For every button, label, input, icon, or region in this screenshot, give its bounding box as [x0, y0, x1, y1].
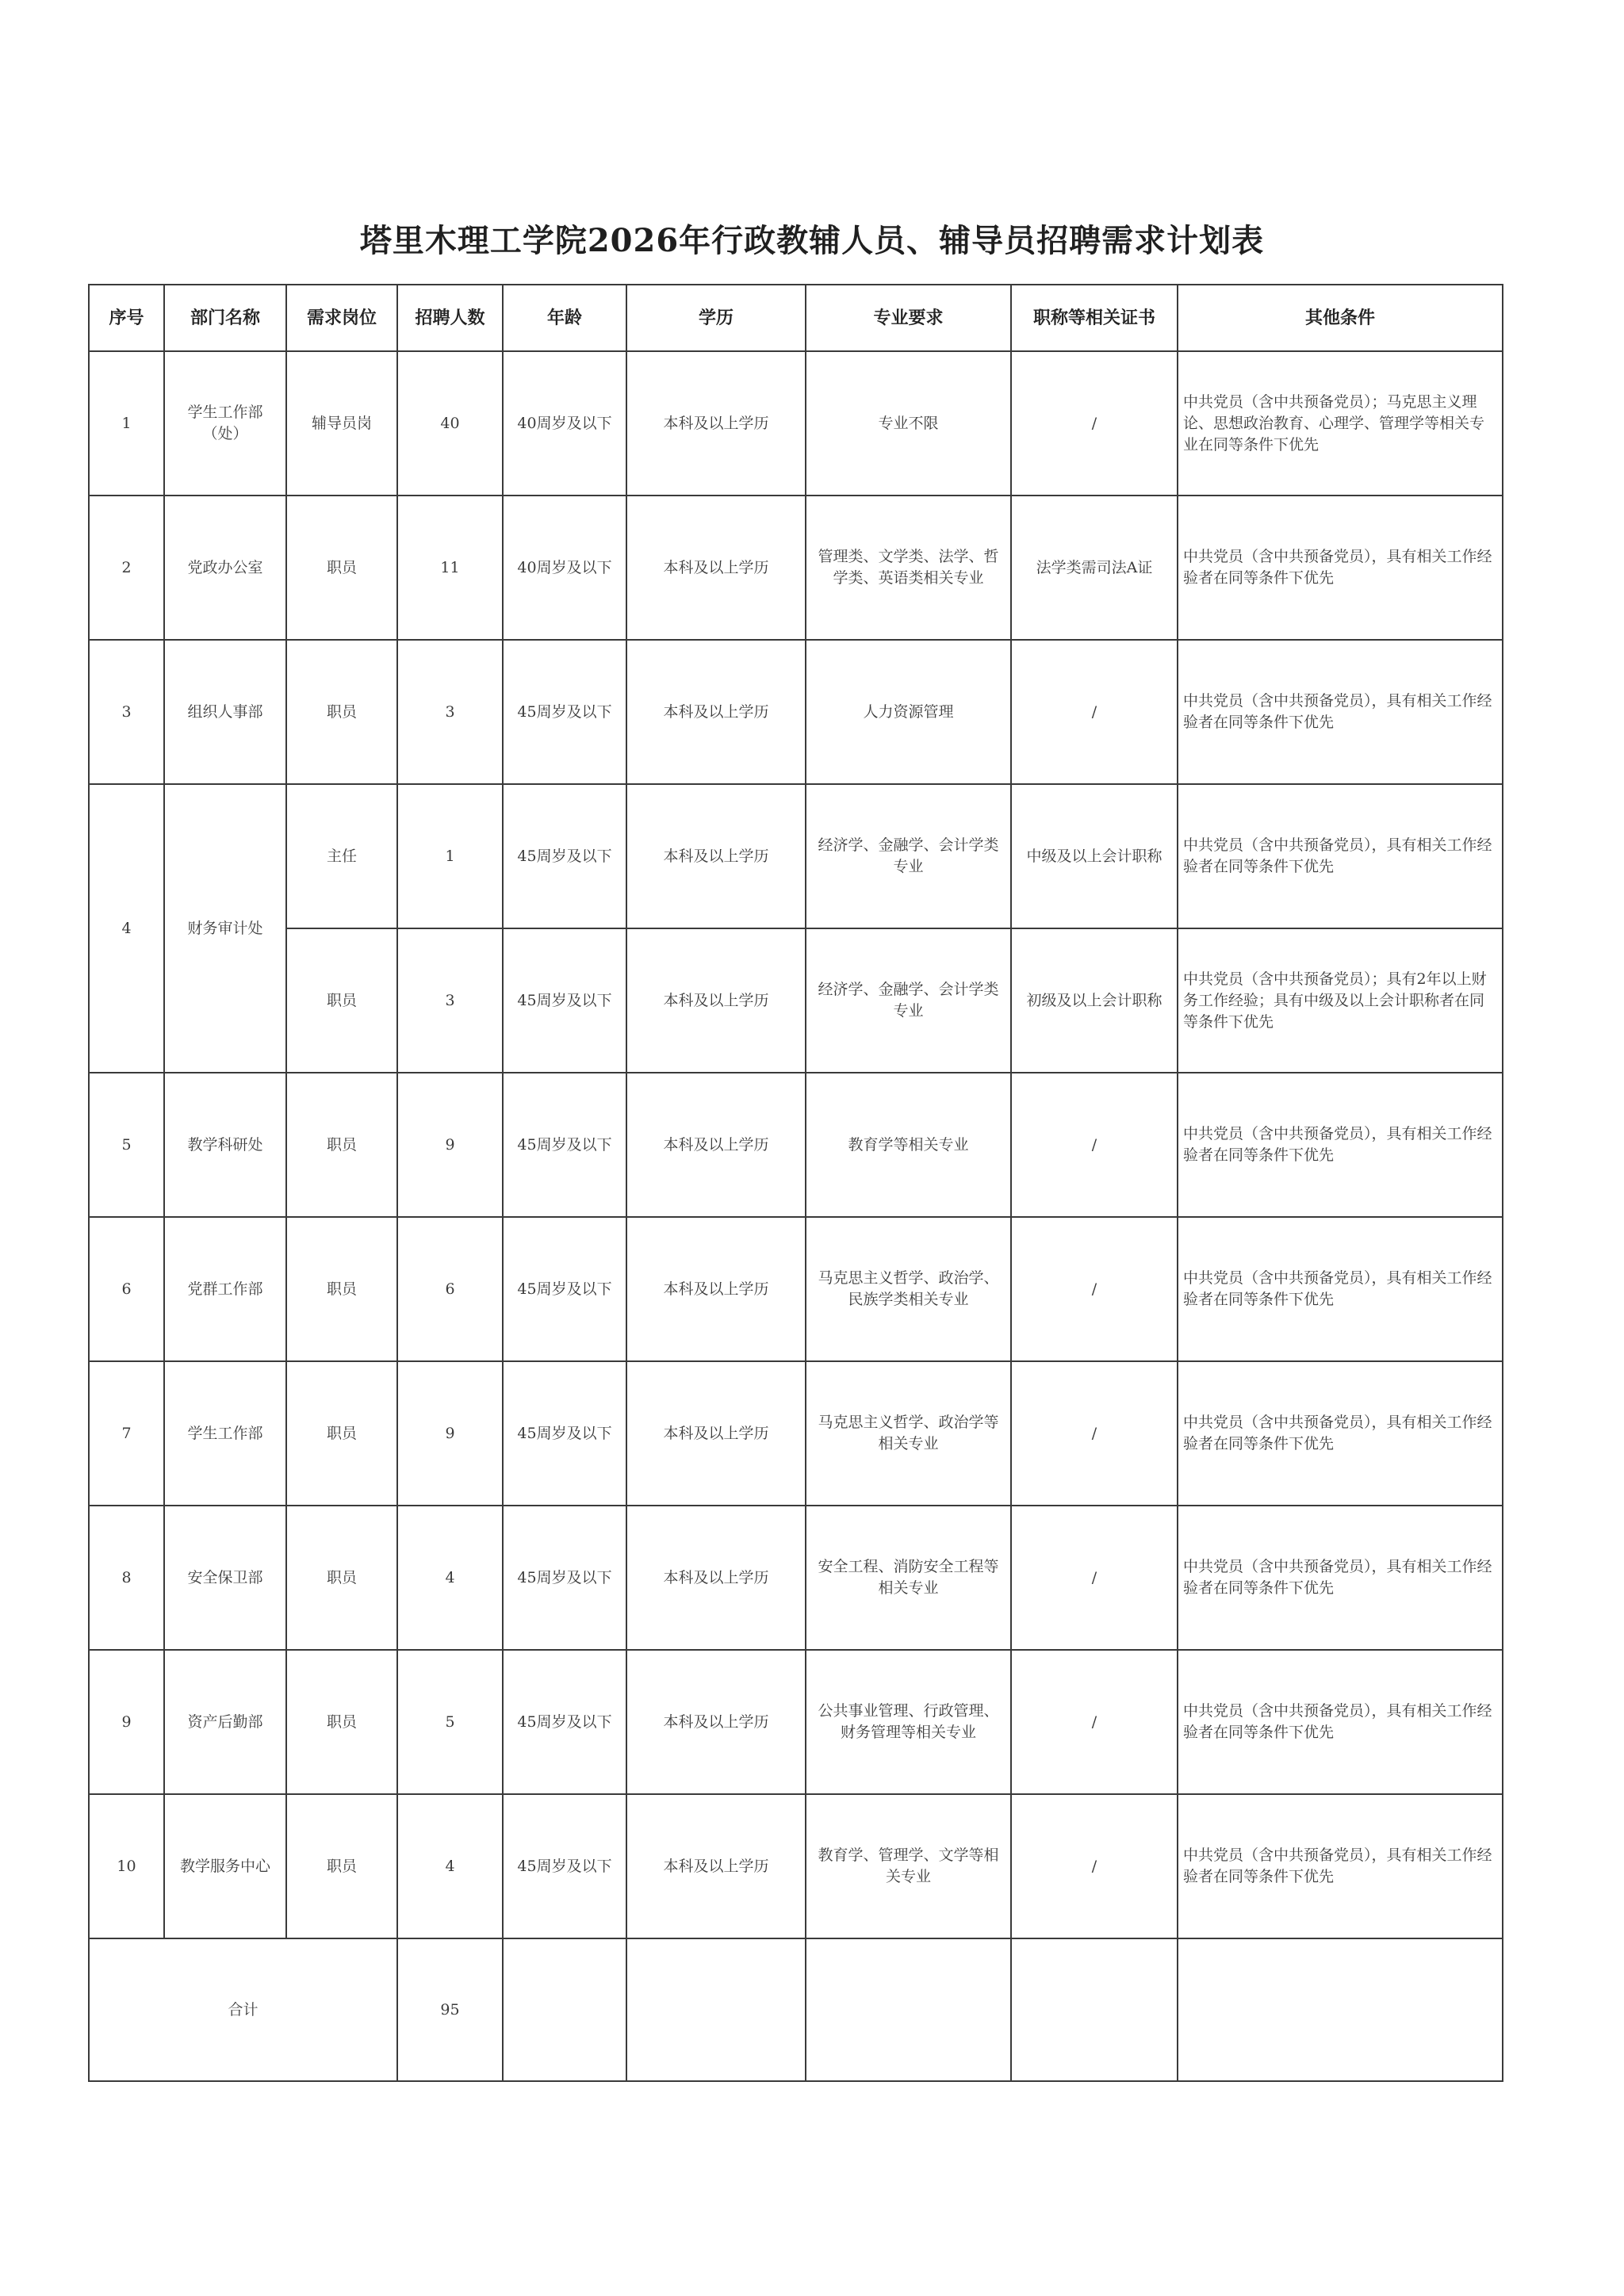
dept-name: 学生工作部 — [164, 1361, 286, 1506]
row-number: 10 — [89, 1794, 164, 1938]
total-empty-cell — [503, 1938, 626, 2081]
major-requirement: 人力资源管理 — [806, 640, 1011, 784]
dept-name: 资产后勤部 — [164, 1650, 286, 1794]
post-name: 职员 — [286, 928, 397, 1073]
hire-count: 9 — [397, 1361, 503, 1506]
dept-name: 组织人事部 — [164, 640, 286, 784]
other-conditions: 中共党员（含中共预备党员），具有相关工作经验者在同等条件下优先 — [1178, 1650, 1503, 1794]
major-requirement: 马克思主义哲学、政治学、民族学类相关专业 — [806, 1217, 1011, 1361]
total-empty-cell — [626, 1938, 806, 2081]
certificate: / — [1011, 1073, 1178, 1217]
header-no: 序号 — [89, 285, 164, 351]
hire-count: 4 — [397, 1794, 503, 1938]
major-requirement: 经济学、金融学、会计学类专业 — [806, 784, 1011, 928]
age-limit: 45周岁及以下 — [503, 784, 626, 928]
education: 本科及以上学历 — [626, 351, 806, 496]
certificate: / — [1011, 1217, 1178, 1361]
certificate: / — [1011, 1794, 1178, 1938]
table-row — [89, 1506, 1503, 1650]
hire-count: 4 — [397, 1506, 503, 1650]
age-limit: 45周岁及以下 — [503, 1650, 626, 1794]
row-number: 2 — [89, 496, 164, 640]
other-conditions: 中共党员（含中共预备党员）；具有2年以上财务工作经验；具有中级及以上会计职称者在同等条件下优先 — [1178, 928, 1503, 1073]
row-number: 6 — [89, 1217, 164, 1361]
hire-count: 5 — [397, 1650, 503, 1794]
certificate: 中级及以上会计职称 — [1011, 784, 1178, 928]
certificate: / — [1011, 1361, 1178, 1506]
education: 本科及以上学历 — [626, 1794, 806, 1938]
post-name: 职员 — [286, 640, 397, 784]
certificate: / — [1011, 351, 1178, 496]
education: 本科及以上学历 — [626, 928, 806, 1073]
dept-name: 教学服务中心 — [164, 1794, 286, 1938]
total-label: 合计 — [89, 1938, 397, 2081]
certificate: 法学类需司法A证 — [1011, 496, 1178, 640]
major-requirement: 教育学等相关专业 — [806, 1073, 1011, 1217]
age-limit: 45周岁及以下 — [503, 640, 626, 784]
post-name: 主任 — [286, 784, 397, 928]
major-requirement: 经济学、金融学、会计学类专业 — [806, 928, 1011, 1073]
row-number: 9 — [89, 1650, 164, 1794]
major-requirement: 教育学、管理学、文学等相关专业 — [806, 1794, 1011, 1938]
header-major: 专业要求 — [806, 285, 1011, 351]
education: 本科及以上学历 — [626, 1506, 806, 1650]
post-name: 职员 — [286, 496, 397, 640]
header-age: 年龄 — [503, 285, 626, 351]
hire-count: 3 — [397, 640, 503, 784]
hire-count: 6 — [397, 1217, 503, 1361]
post-name: 职员 — [286, 1073, 397, 1217]
other-conditions: 中共党员（含中共预备党员），具有相关工作经验者在同等条件下优先 — [1178, 640, 1503, 784]
certificate: / — [1011, 640, 1178, 784]
table-row — [89, 496, 1503, 640]
hire-count: 11 — [397, 496, 503, 640]
hire-count: 3 — [397, 928, 503, 1073]
dept-name: 安全保卫部 — [164, 1506, 286, 1650]
age-limit: 45周岁及以下 — [503, 1506, 626, 1650]
header-other-conditions: 其他条件 — [1178, 285, 1503, 351]
dept-name: 教学科研处 — [164, 1073, 286, 1217]
other-conditions: 中共党员（含中共预备党员），具有相关工作经验者在同等条件下优先 — [1178, 1794, 1503, 1938]
other-conditions: 中共党员（含中共预备党员），具有相关工作经验者在同等条件下优先 — [1178, 496, 1503, 640]
major-requirement: 专业不限 — [806, 351, 1011, 496]
education: 本科及以上学历 — [626, 1361, 806, 1506]
age-limit: 40周岁及以下 — [503, 351, 626, 496]
age-limit: 45周岁及以下 — [503, 1794, 626, 1938]
recruitment-plan-table — [88, 284, 1503, 2082]
table-row — [89, 1794, 1503, 1938]
table-row — [89, 784, 1503, 928]
education: 本科及以上学历 — [626, 640, 806, 784]
total-row — [89, 1938, 1503, 2081]
hire-count: 9 — [397, 1073, 503, 1217]
post-name: 职员 — [286, 1506, 397, 1650]
education: 本科及以上学历 — [626, 1073, 806, 1217]
table-row — [89, 351, 1503, 496]
table-header-row — [89, 285, 1503, 351]
age-limit: 40周岁及以下 — [503, 496, 626, 640]
age-limit: 45周岁及以下 — [503, 1073, 626, 1217]
table-row — [89, 1650, 1503, 1794]
row-number: 5 — [89, 1073, 164, 1217]
header-post: 需求岗位 — [286, 285, 397, 351]
education: 本科及以上学历 — [626, 496, 806, 640]
certificate: / — [1011, 1506, 1178, 1650]
row-number: 3 — [89, 640, 164, 784]
other-conditions: 中共党员（含中共预备党员），具有相关工作经验者在同等条件下优先 — [1178, 1361, 1503, 1506]
major-requirement: 管理类、文学类、法学、哲学类、英语类相关专业 — [806, 496, 1011, 640]
table-row — [89, 640, 1503, 784]
education: 本科及以上学历 — [626, 1217, 806, 1361]
major-requirement: 马克思主义哲学、政治学等相关专业 — [806, 1361, 1011, 1506]
row-number: 1 — [89, 351, 164, 496]
total-empty-cell — [806, 1938, 1011, 2081]
dept-name: 党群工作部 — [164, 1217, 286, 1361]
education: 本科及以上学历 — [626, 1650, 806, 1794]
age-limit: 45周岁及以下 — [503, 928, 626, 1073]
dept-name: 党政办公室 — [164, 496, 286, 640]
other-conditions: 中共党员（含中共预备党员），具有相关工作经验者在同等条件下优先 — [1178, 1217, 1503, 1361]
major-requirement: 安全工程、消防安全工程等相关专业 — [806, 1506, 1011, 1650]
other-conditions: 中共党员（含中共预备党员）；马克思主义理论、思想政治教育、心理学、管理学等相关专业在同等条件下优先 — [1178, 351, 1503, 496]
dept-name: 学生工作部（处） — [164, 351, 286, 496]
row-number: 8 — [89, 1506, 164, 1650]
table-row — [89, 1217, 1503, 1361]
hire-count: 1 — [397, 784, 503, 928]
major-requirement: 公共事业管理、行政管理、财务管理等相关专业 — [806, 1650, 1011, 1794]
certificate: 初级及以上会计职称 — [1011, 928, 1178, 1073]
header-count: 招聘人数 — [397, 285, 503, 351]
other-conditions: 中共党员（含中共预备党员），具有相关工作经验者在同等条件下优先 — [1178, 1506, 1503, 1650]
table-row — [89, 1361, 1503, 1506]
header-dept: 部门名称 — [164, 285, 286, 351]
post-name: 辅导员岗 — [286, 351, 397, 496]
table-row — [89, 1073, 1503, 1217]
header-certificate: 职称等相关证书 — [1011, 285, 1178, 351]
table-row — [89, 928, 1503, 1073]
total-empty-cell — [1178, 1938, 1503, 2081]
certificate: / — [1011, 1650, 1178, 1794]
age-limit: 45周岁及以下 — [503, 1361, 626, 1506]
hire-count: 40 — [397, 351, 503, 496]
row-number: 4 — [89, 784, 164, 1073]
other-conditions: 中共党员（含中共预备党员），具有相关工作经验者在同等条件下优先 — [1178, 784, 1503, 928]
dept-name: 财务审计处 — [164, 784, 286, 1073]
education: 本科及以上学历 — [626, 784, 806, 928]
total-empty-cell — [1011, 1938, 1178, 2081]
other-conditions: 中共党员（含中共预备党员），具有相关工作经验者在同等条件下优先 — [1178, 1073, 1503, 1217]
post-name: 职员 — [286, 1217, 397, 1361]
page-title: 塔里木理工学院2026年行政教辅人员、辅导员招聘需求计划表 — [359, 222, 1265, 259]
age-limit: 45周岁及以下 — [503, 1217, 626, 1361]
header-education: 学历 — [626, 285, 806, 351]
post-name: 职员 — [286, 1650, 397, 1794]
total-count: 95 — [397, 1938, 503, 2081]
post-name: 职员 — [286, 1794, 397, 1938]
row-number: 7 — [89, 1361, 164, 1506]
post-name: 职员 — [286, 1361, 397, 1506]
